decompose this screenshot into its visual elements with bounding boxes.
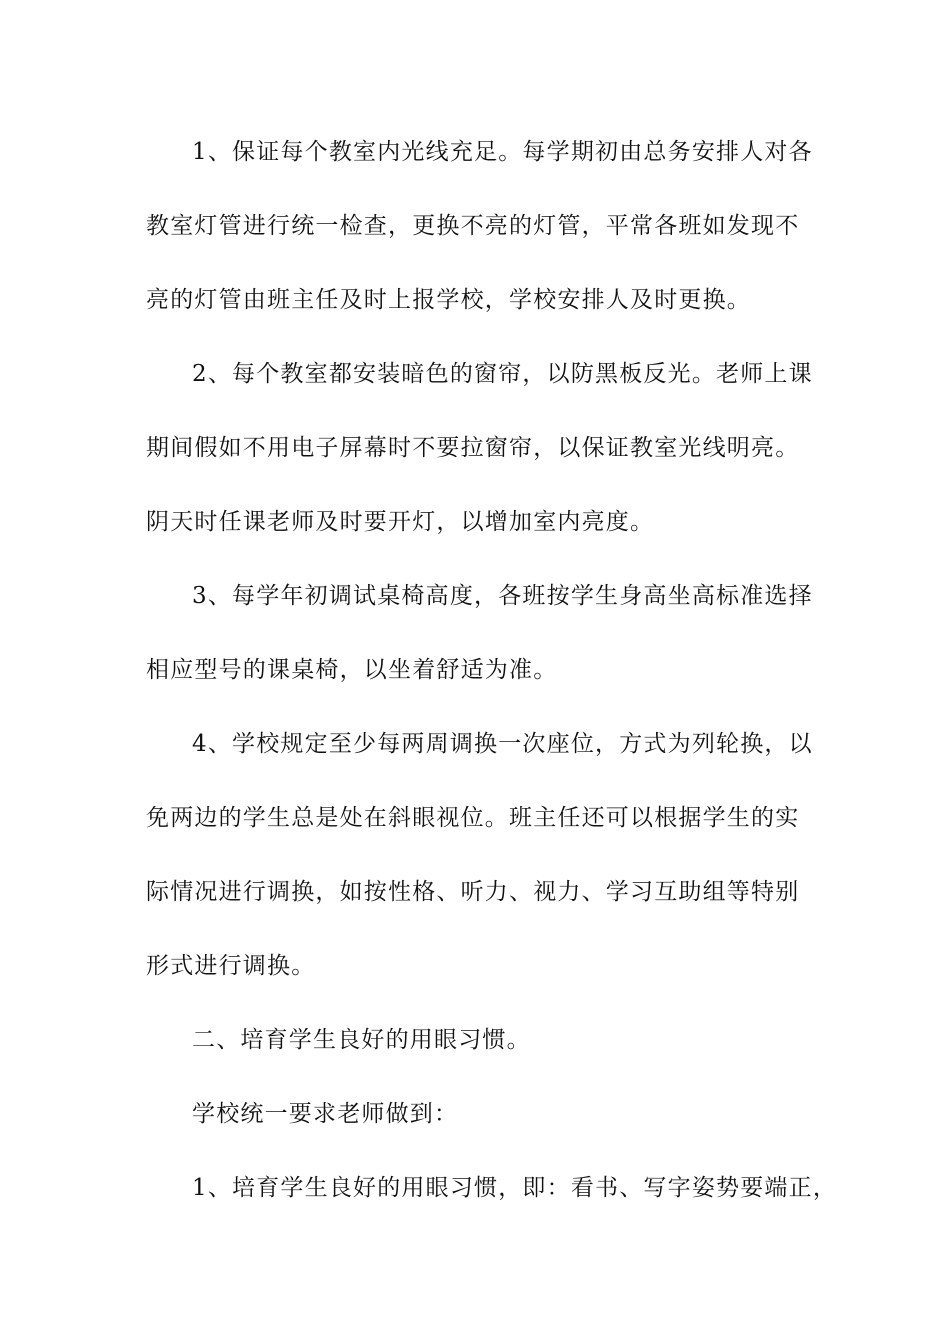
text-line: 相应型号的课桌椅，以坐着舒适为准。 [146,657,558,683]
text-line: 阴天时任课老师及时要开灯，以增加室内亮度。 [146,509,655,535]
text-line: 1、培育学生良好的用眼习惯，即：看书、写字姿势要端正， [192,1175,838,1201]
text-line: 学校统一要求老师做到： [192,1101,459,1127]
text-line: 2、每个教室都安装暗色的窗帘，以防黑板反光。老师上课 [192,361,813,387]
text-line: 免两边的学生总是处在斜眼视位。班主任还可以根据学生的实 [146,805,800,831]
text-line: 4、学校规定至少每两周调换一次座位，方式为列轮换，以 [192,731,813,757]
text-line: 二、培育学生良好的用眼习惯。 [192,1027,531,1053]
text-line: 期间假如不用电子屏幕时不要拉窗帘，以保证教室光线明亮。 [146,435,800,461]
paragraph-curtains [146,337,813,559]
paragraph-habits [146,1151,838,1225]
paragraph-requirements [146,1077,810,1151]
text-line: 3、每学年初调试桌椅高度，各班按学生身高坐高标准选择 [192,583,813,609]
text-line: 亮的灯管由班主任及时上报学校，学校安排人及时更换。 [146,287,751,313]
paragraph-seating [146,707,813,1003]
paragraph-lighting [146,115,813,337]
text-line: 际情况进行调换，如按性格、听力、视力、学习互助组等特别 [146,879,800,905]
text-line: 教室灯管进行统一检查，更换不亮的灯管，平常各班如发现不 [146,213,800,239]
text-line: 1、保证每个教室内光线充足。每学期初由总务安排人对各 [192,139,813,165]
text-line: 形式进行调换。 [146,953,316,979]
paragraph-desks [146,559,813,707]
section-heading [146,1003,810,1077]
